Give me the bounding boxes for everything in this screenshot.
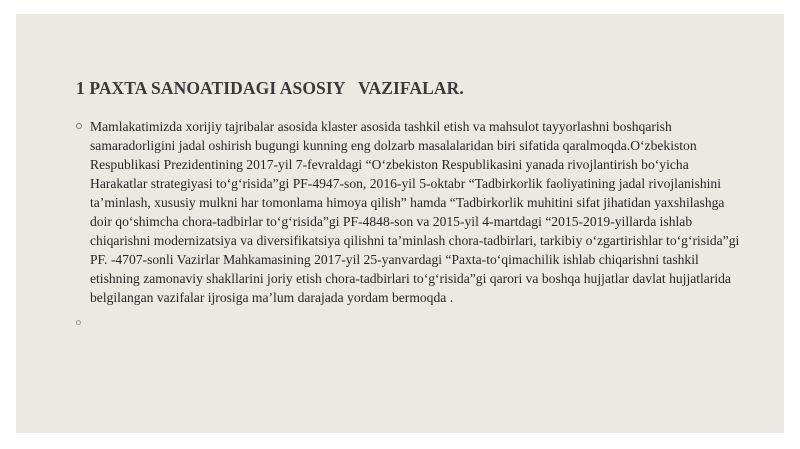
slide (16, 14, 784, 433)
bullet-circle-icon (76, 123, 82, 129)
bullet-item (72, 117, 742, 307)
slide-title: 1 PAXTA SANOATIDAGI ASOSIY VAZIFALAR. (76, 78, 464, 98)
bullet-text: Mamlakatimizda xorijiy tajribalar asosida klaster asosida tashkil etish va mahsulot tayyorlashni boshqarish samaradorligini jadal oshirish bugungi kunning eng dolzarb masalalaridan biri sifatida qaralmoqda.O‘zbekiston Respublikasi Prezidentining 2017-yil 7-fevraldagi “O‘zbekiston Respublikasini yanada rivojlantirish bo‘yicha Harakatlar strategiyasi to‘g‘risida”gi PF-4947-son, 2016-yil 5-oktabr “Tadbirkorlik faoliyatining jadal rivojlanishini ta’minlash, xususiy mulkni har tomonlama himoya qilish” hamda “Tadbirkorlik muhitini sifat jihatidan yaxshilashga doir qo‘shimcha chora-tadbirlar to‘g‘risida”gi PF-4848-son va 2015-yil 4-martdagi “2015-2019-yillarda ishlab chiqarishni modernizatsiya va diversifikatsiya qilishni ta’minlash chora-tadbirlari, tarkibiy o‘zgartirishlar to‘g‘risida”gi PF. -4707-sonli Vazirlar Mahkamasining 2017-yil 25-yanvardagi “Paxta-to‘qimachilik ishlab chiqarishni tashkil etishning zamonaviy shakllarini joriy etish chora-tadbirlari to‘g‘risida”gi qarori va boshqa hujjatlar davlat hujjatlarida belgilangan vazifalar ijrosiga ma’lum darajada yordam bermoqda . (90, 119, 740, 305)
bullet-item-empty (72, 317, 742, 331)
bullet-circle-icon (76, 320, 81, 325)
bullet-list (72, 117, 742, 331)
